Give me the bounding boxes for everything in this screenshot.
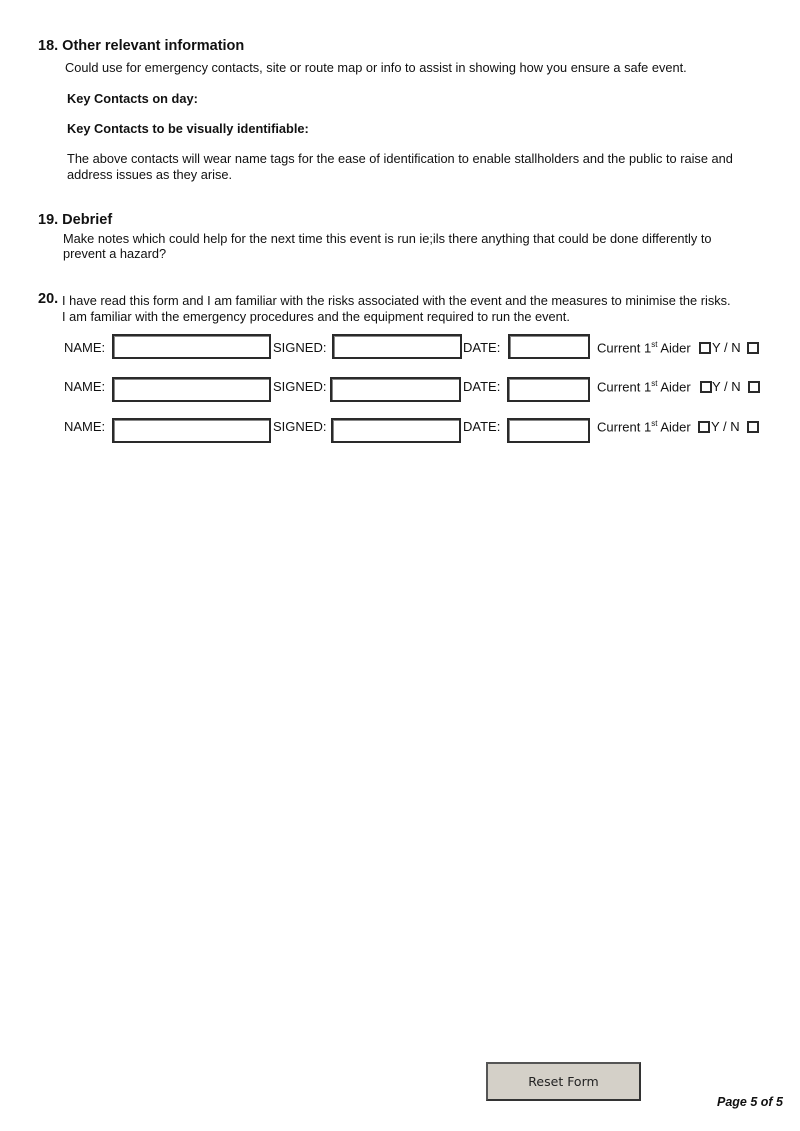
date-label: DATE: [463, 340, 501, 355]
key-contacts-visible-label: Key Contacts to be visually identifiable: [67, 121, 309, 136]
name-tags-text-line1: The above contacts will wear name tags for the ease of identification to enable stallholders and the public to raise and [67, 151, 733, 166]
section-20-declaration-line1: I have read this form and I am familiar with the risks associated with the event and the measures to minimise the risks. [62, 293, 731, 308]
first-aider-prefix: Current 1 [597, 379, 652, 395]
date-label: DATE: [463, 419, 501, 434]
name-label: NAME: [64, 340, 106, 355]
yes-no-label: Y / N [711, 419, 740, 434]
date-field-1[interactable] [508, 334, 590, 359]
first-aider-no-checkbox-1[interactable] [747, 342, 759, 354]
section-19-description-line2: prevent a hazard? [63, 246, 167, 261]
first-aider-suffix: Aider [657, 379, 691, 395]
date-field-3[interactable] [507, 418, 590, 443]
section-19-heading: 19. Debrief [38, 212, 113, 228]
section-18-description: Could use for emergency contacts, site or route map or info to assist in showing how you ensure a safe event. [65, 60, 687, 75]
reset-form-button[interactable]: Reset Form [486, 1062, 641, 1101]
signed-label: SIGNED: [273, 340, 327, 355]
first-aider-yes-checkbox-2[interactable] [700, 381, 712, 393]
first-aider-suffix: Aider [657, 340, 691, 356]
key-contacts-label: Key Contacts on day: [67, 91, 198, 106]
page-number: Page 5 of 5 [717, 1095, 783, 1109]
signed-field-1[interactable] [332, 334, 462, 359]
first-aider-no-checkbox-2[interactable] [748, 381, 760, 393]
name-label: NAME: [64, 379, 106, 394]
first-aider-sup: st [651, 419, 658, 428]
name-field-3[interactable] [112, 418, 271, 443]
date-field-2[interactable] [507, 377, 590, 402]
section-19-description-line1: Make notes which could help for the next time this event is run ie;ils there anything that could be done differently to [63, 231, 712, 246]
first-aider-label [597, 379, 691, 394]
first-aider-sup: st [651, 340, 658, 349]
section-20-number: 20. [38, 291, 59, 307]
name-field-2[interactable] [112, 377, 271, 402]
first-aider-prefix: Current 1 [597, 419, 652, 435]
yes-no-label: Y / N [712, 379, 741, 394]
signed-field-3[interactable] [331, 418, 461, 443]
yes-no-label: Y / N [712, 340, 741, 355]
name-field-1[interactable] [112, 334, 271, 359]
first-aider-prefix: Current 1 [597, 340, 652, 356]
first-aider-sup: st [651, 379, 658, 388]
first-aider-label [597, 419, 691, 434]
signed-field-2[interactable] [330, 377, 461, 402]
section-20-declaration-line2: I am familiar with the emergency procedures and the equipment required to run the event. [62, 309, 570, 324]
first-aider-label [597, 340, 691, 355]
date-label: DATE: [463, 379, 501, 394]
first-aider-yes-checkbox-1[interactable] [699, 342, 711, 354]
signed-label: SIGNED: [273, 379, 327, 394]
first-aider-yes-checkbox-3[interactable] [698, 421, 710, 433]
section-18-heading: 18. Other relevant information [38, 38, 245, 54]
signed-label: SIGNED: [273, 419, 327, 434]
name-label: NAME: [64, 419, 106, 434]
first-aider-suffix: Aider [657, 419, 691, 435]
name-tags-text-line2: address issues as they arise. [67, 167, 233, 182]
first-aider-no-checkbox-3[interactable] [747, 421, 759, 433]
